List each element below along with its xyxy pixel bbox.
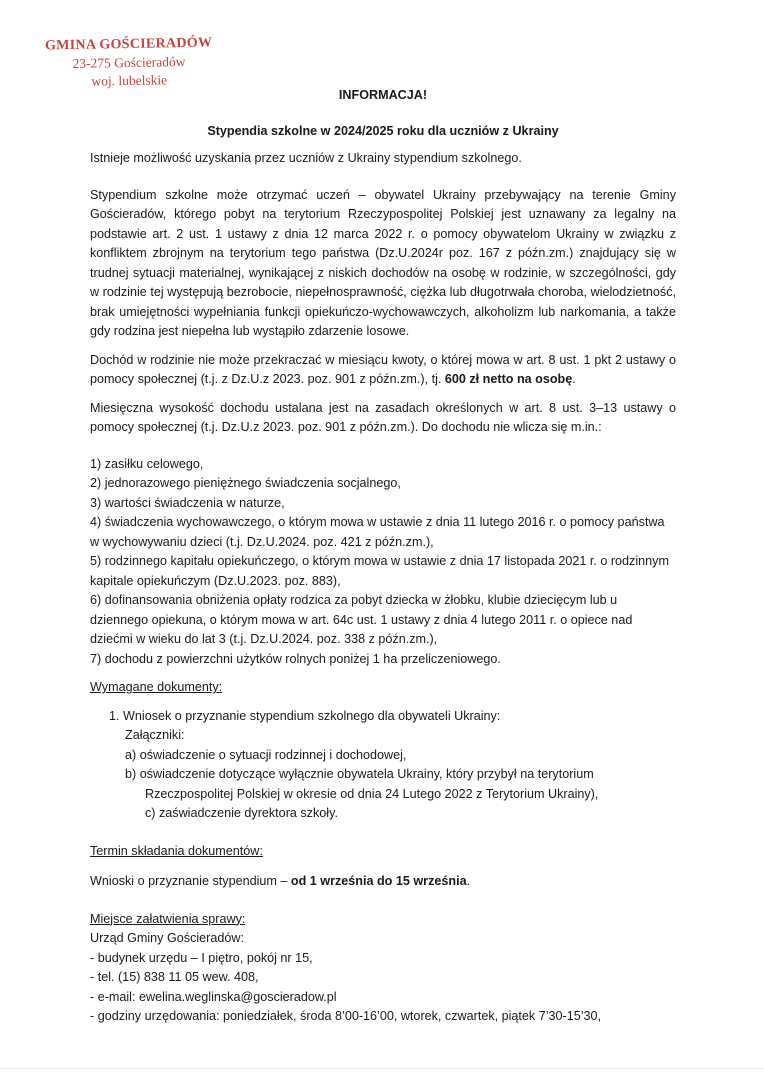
office-title: Miejsce załatwienia sprawy: <box>90 911 246 926</box>
deadline-title: Termin składania dokumentów: <box>90 843 263 858</box>
income-limit-paragraph <box>90 351 676 390</box>
income-calc-paragraph: Miesięczna wysokość dochodu ustalana jest na zasadach określonych w art. 8 ust. 3–13 ustawy o pomocy społecznej (t.j. Dz.U.z 2023. poz. 901 z późn.zm.). Do dochodu nie wlicza się m.in.: <box>90 400 676 434</box>
intro-paragraph: Istnieje możliwość uzyskania przez uczniów z Ukrainy stypendium szkolnego. <box>90 151 522 165</box>
office-email: - e-mail: ewelina.weglinska@goscieradow.pl <box>90 989 337 1004</box>
docs-attachment-a: a) oświadczenie o sytuacji rodzinnej i dochodowej, <box>125 747 407 762</box>
deadline-dates: od 1 września do 15 września <box>290 874 467 888</box>
list-item: 1) zasiłku celowego, <box>90 456 204 471</box>
document-body <box>90 78 676 1027</box>
list-item: 7) dochodu z powierzchni użytków rolnych poniżej 1 ha przeliczeniowego. <box>90 651 501 666</box>
list-item: 4) świadczenia wychowawczego, o którym mowa w ustawie z dnia 11 lutego 2016 r. o pomocy państwa w wychowywaniu dzieci (t.j. Dz.U.2024. poz. 421 z późn.zm.), <box>90 515 665 549</box>
docs-attachment-b-cont: Rzeczpospolitej Polskiej w okresie od dnia 24 Lutego 2022 z Terytorium Ukrainy), <box>145 786 599 801</box>
office-details <box>90 929 676 1027</box>
office-hours: - godziny urzędowania: poniedziałek, środa 8’00-16’00, wtorek, czwartek, piątek 7’30-15’30, <box>90 1009 602 1023</box>
stamp-line-region: woj. lubelskie <box>91 72 168 89</box>
list-item: 6) dofinansowania obniżenia opłaty rodzica za pobyt dziecka w żłobku, klubie dziecięcym lub u dziennego opiekuna, o którym mowa w art. 64c ust. 1 ustawy z dnia 4 lutego 2011 r. o opiece nad dziećmi w wieku do lat 3 (t.j. Dz.U.2024. poz. 338 z późn.zm.), <box>90 593 633 646</box>
list-item: 2) jednorazowego pieniężnego świadczenia socjalnego, <box>90 476 401 490</box>
deadline-end: . <box>466 874 471 888</box>
document-title: INFORMACJA! <box>338 88 428 102</box>
office-name: Urząd Gminy Gościeradów: <box>90 931 244 945</box>
deadline-text: Wnioski o przyznanie stypendium – <box>90 874 291 888</box>
exclusions-list <box>90 455 676 670</box>
scan-edge <box>0 1068 764 1069</box>
required-docs-list <box>90 707 676 824</box>
list-item: 3) wartości świadczenia w naturze, <box>90 495 285 510</box>
deadline-paragraph <box>90 872 676 892</box>
eligibility-paragraph: Stypendium szkolne może otrzymać uczeń – obywatel Ukrainy przebywający na terenie Gminy Gościeradów, którego pobyt na terytorium Rzeczypospolitej Polskiej jest uznawany za legalny na podstawie art. 2 ust. 1 ustawy z dnia 12 marca 2022 r. o pomocy obywatelom Ukrainy w związku z konfliktem zbrojnym na terytorium tego państwa (Dz.U.2024r poz. 167 z późn.zm.) znajdujący się w trudnej sytuacji materialnej, wynikającej z niskich dochodów na osobę w rodzinie, w szczególności, gdy w rodzinie tej występują bezrobocie, niepełnosprawność, ciężka lub długotrwała choroba, wielodzietność, brak umiejętności wypełniania funkcji opiekuńczo-wychowawczych, alkoholizm lub narkomania, a także gdy rodzina jest niepełna lub wystąpiło zdarzenie losowe. <box>90 187 676 338</box>
stamp-line-postal: 23-275 Gościeradów <box>72 54 186 71</box>
docs-attachment-c: c) zaświadczenie dyrektora szkoły. <box>145 806 338 820</box>
income-limit-end: . <box>572 372 576 386</box>
required-docs-title: Wymagane dokumenty: <box>90 680 223 694</box>
office-location: - budynek urzędu – I piętro, pokój nr 15, <box>90 950 313 965</box>
document-subtitle: Stypendia szkolne w 2024/2025 roku dla uczniów z Ukrainy <box>207 123 559 138</box>
docs-attachments-label: Załączniki: <box>125 728 185 742</box>
office-phone: - tel. (15) 838 11 05 wew. 408, <box>90 970 259 984</box>
list-item: 5) rodzinnego kapitału opiekuńczego, o którym mowa w ustawie z dnia 17 listopada 2021 r. o rodzinnym kapitale opiekuńczym (Dz.U.2023. poz. 883), <box>90 554 669 588</box>
docs-attachment-b: b) oświadczenie dotyczące wyłącznie obywatela Ukrainy, który przybył na terytorium <box>125 767 594 781</box>
income-limit-text: Dochód w rodzinie nie może przekraczać w miesiącu kwoty, o której mowa w art. 8 ust. 1 pkt 2 ustawy o pomocy społecznej (t.j. z Dz.U.z 2023. poz. 901 z późn.zm.), tj. <box>90 352 676 386</box>
stamp-line-name: GMINA GOŚCIERADÓW <box>44 35 213 54</box>
income-limit-amount: 600 zł netto na osobę <box>444 372 573 386</box>
docs-item-application: 1. Wniosek o przyznanie stypendium szkolnego dla obywateli Ukrainy: <box>109 708 501 723</box>
